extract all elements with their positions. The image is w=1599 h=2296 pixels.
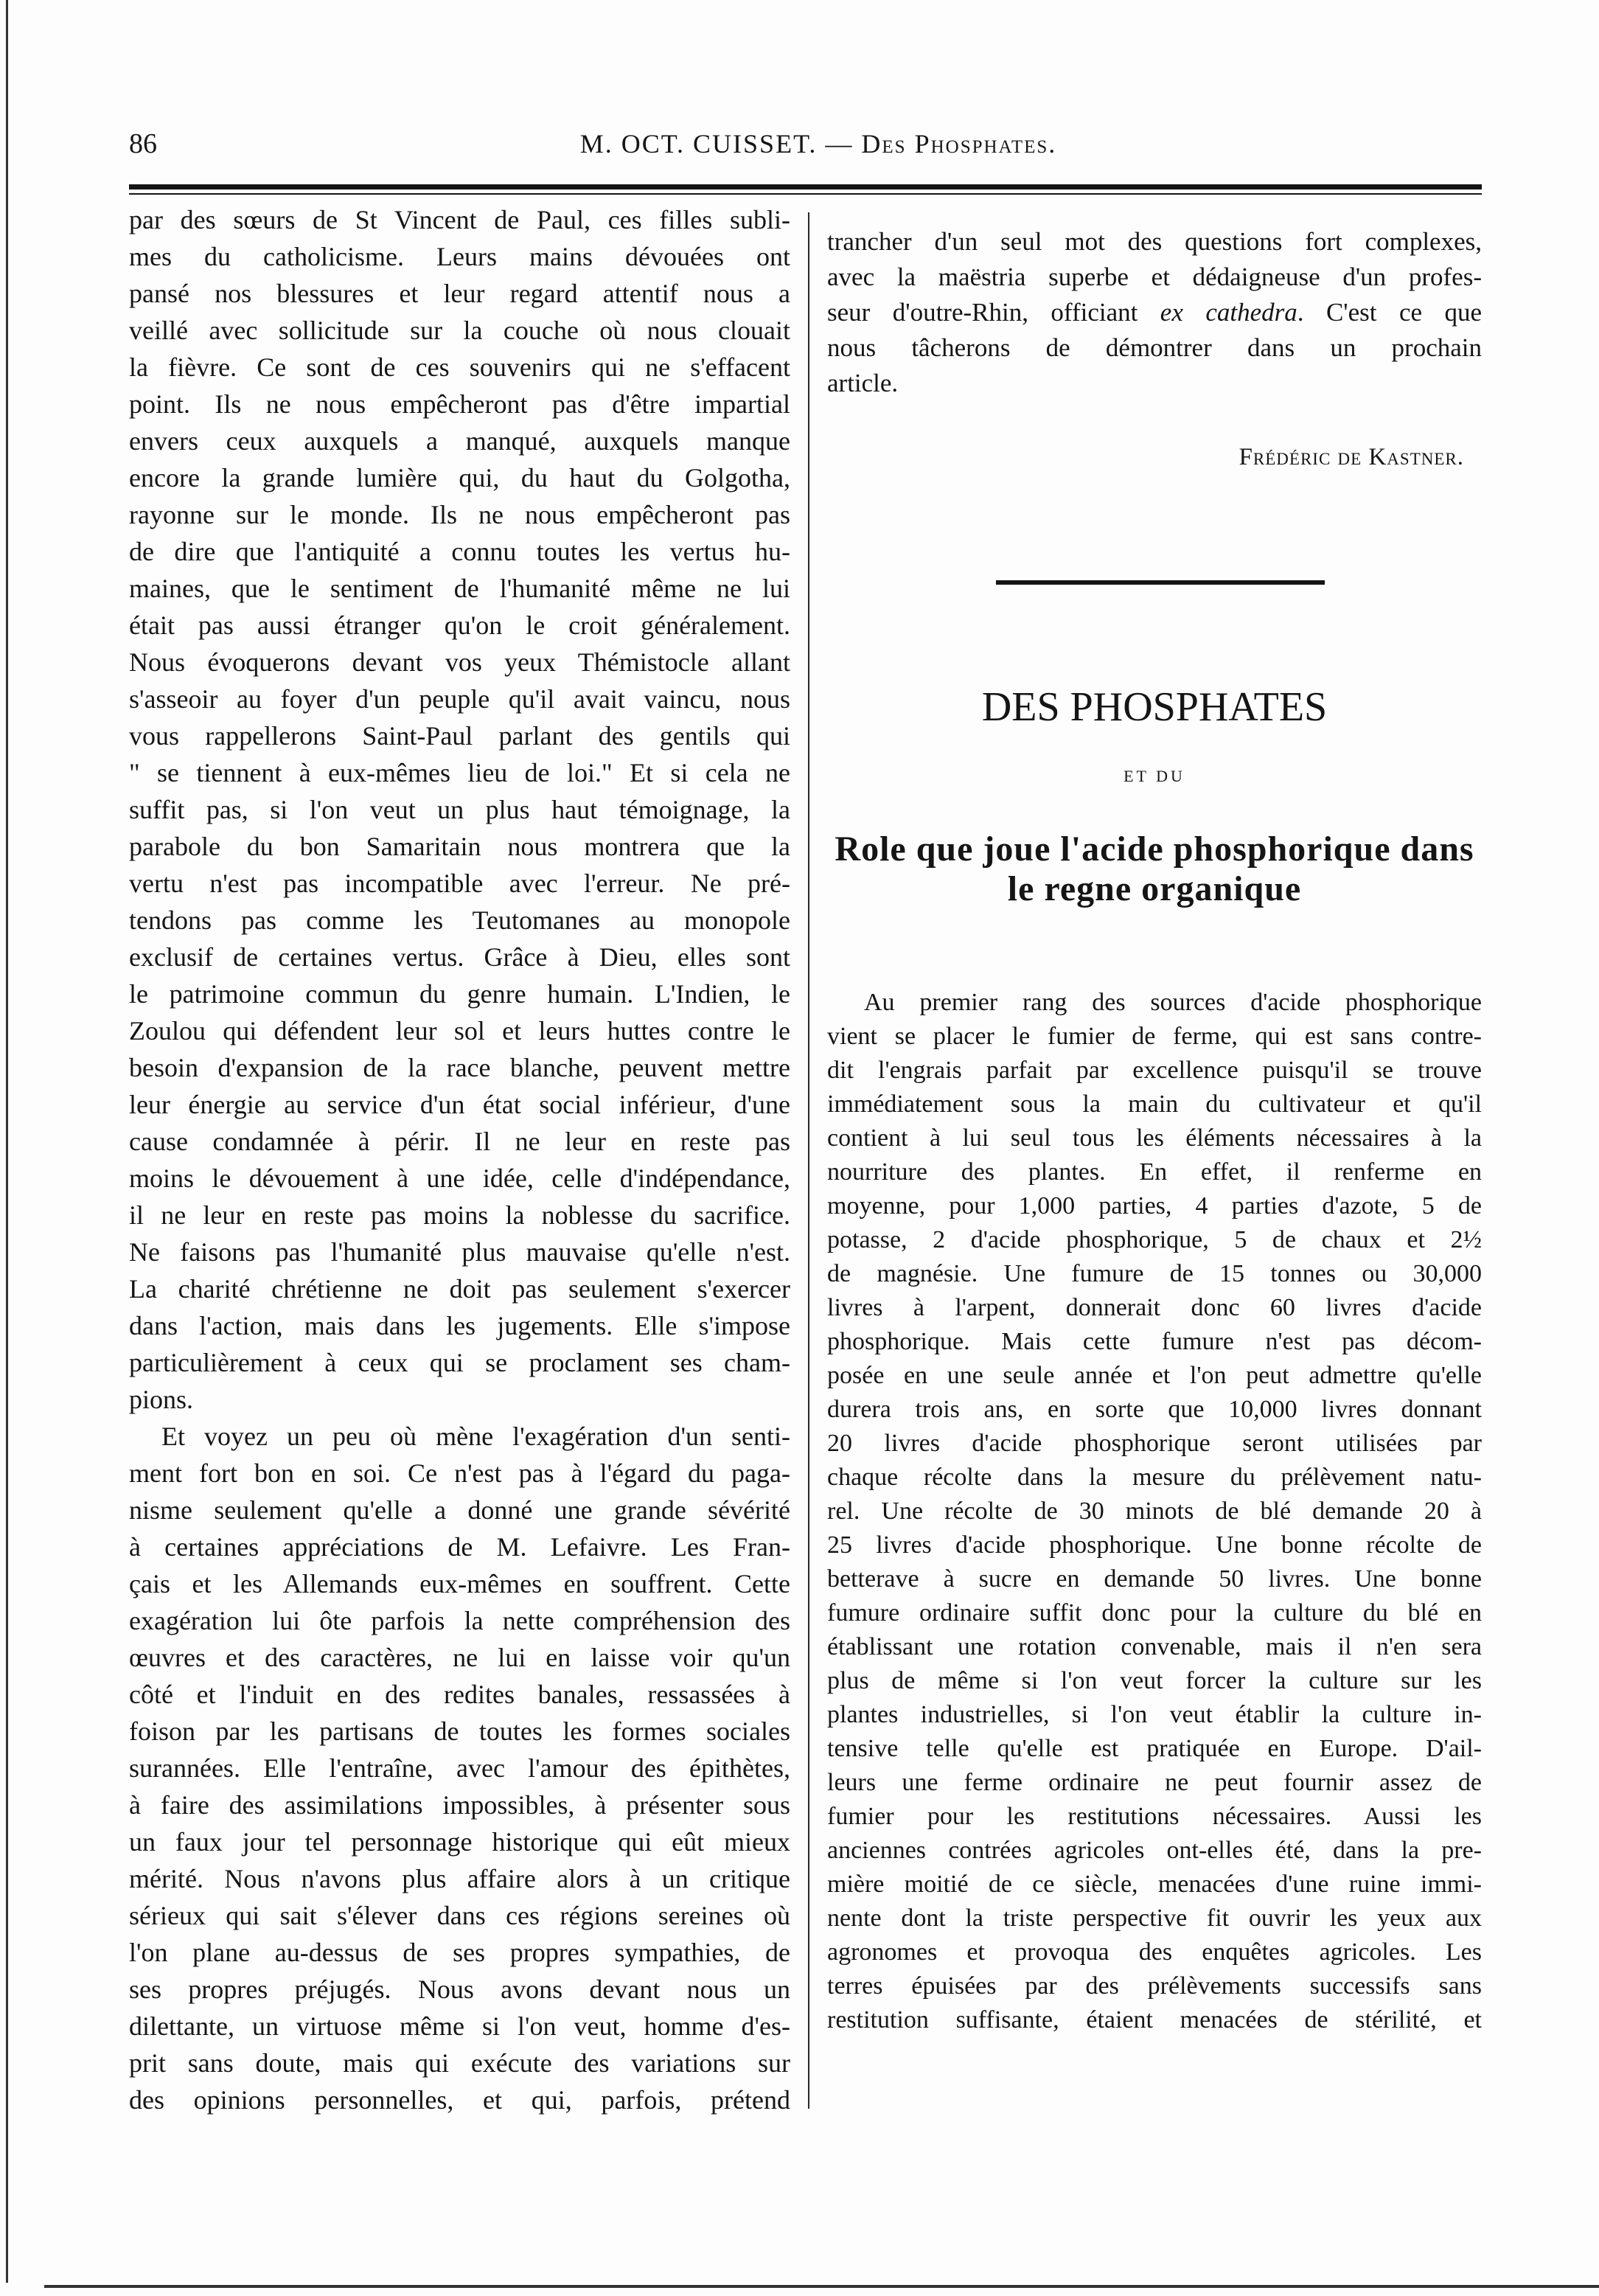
text-line: leur énergie au service d'un état social inférieur, d'une (129, 1090, 790, 1119)
text-line: l'on plane au-dessus de ses propres sympathies, de (129, 1938, 790, 1967)
text-line: plantes industrielles, si l'on veut établir la culture in- (827, 1701, 1482, 1728)
text-line: chaque récolte dans la mesure du prélèvement natu- (827, 1464, 1482, 1491)
text-line: potasse, 2 d'acide phosphorique, 5 de chaux et 2½ (827, 1226, 1482, 1253)
paragraph (129, 1418, 790, 2118)
text-line: rayonne sur le monde. Ils ne nous empêcheront pas (129, 500, 790, 529)
text-line: vertu n'est pas incompatible avec l'erreur. Ne pré- (129, 869, 790, 898)
text-line: établissant une rotation convenable, mais il n'en sera (827, 1633, 1482, 1660)
header-rule-thick (129, 184, 1482, 189)
text-line: vous rappellerons Saint-Paul parlant des gentils qui (129, 721, 790, 751)
text-line: vient se placer le fumier de ferme, qui est sans contre- (827, 1023, 1482, 1050)
text-line: de magnésie. Une fumure de 15 tonnes ou 30,000 (827, 1260, 1482, 1287)
article-subtitle-line: Role que joue l'acide phosphorique dans (835, 829, 1474, 869)
text-line: un faux jour tel personnage historique qui eût mieux (129, 1827, 790, 1857)
text-line: besoin d'expansion de la race blanche, peuvent mettre (129, 1053, 790, 1082)
text-line: cause condamnée à périr. Il ne leur en reste pas (129, 1127, 790, 1156)
text-line: nous tâcherons de démontrer dans un prochain (827, 333, 1482, 362)
text-line: avec la maëstria superbe et dédaigneuse d'un profes- (827, 262, 1482, 291)
text-line: 25 livres d'acide phosphorique. Une bonne récolte de (827, 1531, 1482, 1559)
running-head (192, 124, 1445, 164)
text-line: 20 livres d'acide phosphorique seront utilisées par (827, 1430, 1482, 1457)
text-line: phosphorique. Mais cette fumure n'est pas décom- (827, 1328, 1482, 1355)
text-line: envers ceux auxquels a manqué, auxquels manque (129, 426, 790, 456)
text-line: de dire que l'antiquité a connu toutes les vertus hu- (129, 537, 790, 566)
text-line: il ne leur en reste pas moins la noblesse du sacrifice. (129, 1200, 790, 1230)
text-line: Au premier rang des sources d'acide phosphorique (864, 989, 1482, 1016)
text-line: œuvres et des caractères, ne lui en laisse voir qu'un (129, 1643, 790, 1672)
text-line: exagération lui ôte parfois la nette compréhension des (129, 1606, 790, 1635)
text-line: s'asseoir au foyer d'un peuple qu'il avait vaincu, nous (129, 684, 790, 714)
text-line: terres épuisées par des prélèvements successifs sans (827, 1972, 1482, 2000)
text-line: anciennes contrées agricoles ont-elles été, dans la pre- (827, 1837, 1482, 1864)
text-line: livres à l'arpent, donnerait donc 60 livres d'acide (827, 1294, 1482, 1321)
paragraph-continued (129, 201, 790, 1418)
text-line: dilettante, un virtuose même si l'on veut, homme d'es- (129, 2011, 790, 2041)
text-line: pansé nos blessures et leur regard attentif nous a (129, 279, 790, 308)
text-line: des opinions personnelles, et qui, parfois, prétend (129, 2085, 790, 2115)
text-line: restitution suffisante, étaient menacées de stérilité, et (827, 2006, 1482, 2034)
text-line: parabole du bon Samaritain nous montrera que la (129, 832, 790, 861)
article-title: DES PHOSPHATES (981, 684, 1328, 730)
text-line: moins le dévouement à une idée, celle d'indépendance, (129, 1163, 790, 1193)
text-line: suffit pas, si l'on veut un plus haut témoignage, la (129, 795, 790, 824)
text-line: foison par les partisans de toutes les formes sociales (129, 1716, 790, 1746)
text-line: sérieux qui sait s'élever dans ces régions sereines où (129, 1901, 790, 1930)
text-line: à faire des assimilations impossibles, à présenter sous (129, 1790, 790, 1820)
text-line: Et voyez un peu où mène l'exagération d'un senti- (161, 1422, 790, 1451)
text-line: tendons pas comme les Teutomanes au monopole (129, 905, 790, 935)
text-line: posée en une seule année et l'on peut admettre qu'elle (827, 1362, 1482, 1389)
text-segment: seur d'outre-Rhin, officiant (827, 298, 1160, 327)
text-line: côté et l'induit en des redites banales, ressassées à (129, 1680, 790, 1709)
text-line: betterave à sucre en demande 50 livres. Une bonne (827, 1565, 1482, 1593)
running-head-subject: Des Phosphates. (861, 129, 1057, 159)
article-body (827, 986, 1482, 2037)
text-line: leurs une ferme ordinaire ne peut fournir assez de (827, 1769, 1482, 1796)
scan-border-bottom (44, 2285, 1599, 2288)
text-line: encore la grande lumière qui, du haut du Golgotha, (129, 463, 790, 493)
text-segment: . C'est ce que (1297, 298, 1482, 327)
text-line: ses propres préjugés. Nous avons devant nous un (129, 1975, 790, 2004)
text-line: mes du catholicisme. Leurs mains dévouées ont (129, 242, 790, 271)
scan-border-left (6, 0, 8, 2283)
text-line: agronomes et provoqua des enquêtes agricoles. Les (827, 1938, 1482, 1966)
text-line: Nous évoquerons devant vos yeux Thémistocle allant (129, 647, 790, 677)
text-line: fumier pour les restitutions nécessaires. Aussi les (827, 1803, 1482, 1830)
text-line: point. Ils ne nous empêcheront pas d'être impartial (129, 389, 790, 419)
text-line: par des sœurs de St Vincent de Paul, ces filles subli- (129, 205, 790, 234)
text-line: Ne faisons pas l'humanité plus mauvaise qu'elle n'est. (129, 1237, 790, 1267)
text-line: mérité. Nous n'avons plus affaire alors à un critique (129, 1864, 790, 1893)
text-line: çais et les Allemands eux-mêmes en souffrent. Cette (129, 1569, 790, 1598)
text-line: fumure ordinaire suffit donc pour la culture du blé en (827, 1599, 1482, 1627)
text-line: rel. Une récolte de 30 minots de blé demande 20 à (827, 1497, 1482, 1525)
text-line: à certaines appréciations de M. Lefaivre. Les Fran- (129, 1532, 790, 1562)
right-column-closing-text (827, 224, 1482, 401)
paragraph (827, 986, 1482, 2037)
text-line: maines, que le sentiment de l'humanité même ne lui (129, 574, 790, 603)
text-line: trancher d'un seul mot des questions fort complexes, (827, 227, 1482, 256)
text-line: veillé avec sollicitude sur la couche où nous clouait (129, 316, 790, 345)
text-line: article. (827, 369, 899, 397)
text-line: immédiatement sous la main du cultivateur et qu'il (827, 1090, 1482, 1118)
page-number: 86 (129, 128, 157, 159)
section-divider (996, 580, 1325, 585)
italic-text: ex cathedra (1160, 298, 1297, 327)
text-line: Zoulou qui défendent leur sol et leurs huttes contre le (129, 1016, 790, 1046)
text-line: nourriture des plantes. En effet, il renferme en (827, 1158, 1482, 1186)
text-line: contient à lui seul tous les éléments nécessaires à la (827, 1124, 1482, 1152)
column-rule (808, 212, 809, 2109)
text-line: pions. (129, 1385, 194, 1414)
running-head-author: M. OCT. CUISSET. — (579, 129, 854, 159)
article-subtitle (827, 829, 1482, 909)
text-line (827, 295, 1482, 330)
article-subtitle-line: le regne organique (1007, 869, 1302, 908)
header-rule-thin (129, 193, 1482, 195)
paragraph-continued (827, 224, 1482, 401)
text-line: durera trois ans, en sorte que 10,000 livres donnant (827, 1396, 1482, 1423)
text-line: moyenne, pour 1,000 parties, 4 parties d'azote, 5 de (827, 1192, 1482, 1220)
text-line: prit sans doute, mais qui exécute des variations sur (129, 2048, 790, 2078)
text-line: exclusif de certaines vertus. Grâce à Dieu, elles sont (129, 942, 790, 972)
text-line: était pas aussi étranger qu'on le croit généralement. (129, 610, 790, 640)
text-line: surannées. Elle l'entraîne, avec l'amour des épithètes, (129, 1753, 790, 1783)
text-line: la fièvre. Ce sont de ces souvenirs qui ne s'effacent (129, 352, 790, 382)
left-column (129, 201, 790, 2118)
text-line: La charité chrétienne ne doit pas seulement s'exercer (129, 1274, 790, 1304)
text-line: ment fort bon en soi. Ce n'est pas à l'égard du paga- (129, 1458, 790, 1488)
text-line: tensive telle qu'elle est pratiquée en Europe. D'ail- (827, 1735, 1482, 1762)
text-line: particulièrement à ceux qui se proclament ses cham- (129, 1348, 790, 1377)
text-line: nente dont la triste perspective fit ouvrir les yeux aux (827, 1904, 1482, 1932)
text-line: dans l'action, mais dans les jugements. Elle s'impose (129, 1311, 790, 1340)
text-line: dit l'engrais parfait par excellence puisqu'il se trouve (827, 1057, 1482, 1084)
text-line: le patrimoine commun du genre humain. L'Indien, le (129, 979, 790, 1009)
article-title-connector: ET DU (1124, 767, 1185, 785)
text-line: plus de même si l'on veut forcer la culture sur les (827, 1667, 1482, 1694)
text-line: " se tiennent à eux-mêmes lieu de loi." Et si cela ne (129, 758, 790, 787)
text-line: mière moitié de ce siècle, menacées d'une ruine immi- (827, 1871, 1482, 1898)
text-line: nisme seulement qu'elle a donné une grande sévérité (129, 1495, 790, 1525)
signature: Frédéric de Kastner. (1239, 444, 1464, 470)
